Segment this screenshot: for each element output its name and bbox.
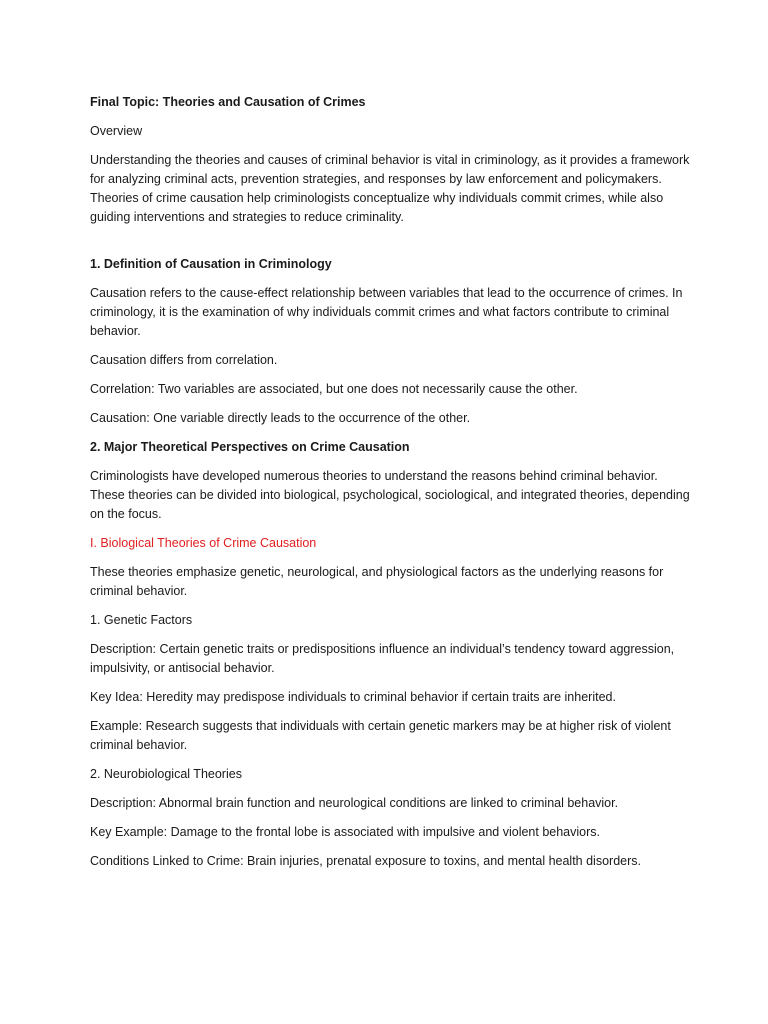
genetic-factors-example: Example: Research suggests that individuals with certain genetic markers may be at higher risk of violent criminal behavior. (90, 719, 671, 752)
biological-theories-intro: These theories emphasize genetic, neurological, and physiological factors as the underlying reasons for criminal behavior. (90, 565, 664, 598)
document-title: Final Topic: Theories and Causation of Crimes (90, 95, 366, 109)
neurobiological-key-example: Key Example: Damage to the frontal lobe is associated with impulsive and violent behaviors. (90, 825, 600, 839)
genetic-factors-heading: 1. Genetic Factors (90, 613, 193, 627)
overview-heading: Overview (90, 124, 143, 138)
biological-theories-subheading: I. Biological Theories of Crime Causation (90, 536, 317, 550)
neurobiological-conditions: Conditions Linked to Crime: Brain injuries, prenatal exposure to toxins, and mental health disorders. (90, 854, 641, 868)
section2-heading: 2. Major Theoretical Perspectives on Crime Causation (90, 440, 410, 454)
section1-paragraph-differs: Causation differs from correlation. (90, 353, 278, 367)
neurobiological-description: Description: Abnormal brain function and neurological conditions are linked to criminal behavior. (90, 796, 619, 810)
section1-heading: 1. Definition of Causation in Criminology (90, 257, 332, 271)
section2-paragraph-intro: Criminologists have developed numerous theories to understand the reasons behind criminal behavior. These theories can be divided into biological, psychological, sociological, and integrated theories, depending on the focus. (90, 469, 690, 521)
genetic-factors-description: Description: Certain genetic traits or predispositions influence an individual’s tendency toward aggression, impulsivity, or antisocial behavior. (90, 642, 675, 675)
section1-paragraph-causation: Causation refers to the cause-effect relationship between variables that lead to the occurrence of crimes. In criminology, it is the examination of why individuals commit crimes and what factors contribute to criminal behavior. (90, 286, 683, 338)
section1-paragraph-correlation: Correlation: Two variables are associated, but one does not necessarily cause the other. (90, 382, 578, 396)
neurobiological-heading: 2. Neurobiological Theories (90, 767, 242, 781)
section1-paragraph-causation-def: Causation: One variable directly leads to the occurrence of the other. (90, 411, 471, 425)
document-body (90, 93, 690, 881)
genetic-factors-key-idea: Key Idea: Heredity may predispose individuals to criminal behavior if certain traits are inherited. (90, 690, 616, 704)
overview-paragraph: Understanding the theories and causes of criminal behavior is vital in criminology, as it provides a framework for analyzing criminal acts, prevention strategies, and responses by law enforcement and policymakers. Theories of crime causation help criminologists conceptualize why individuals commit crimes, while also guiding interventions and strategies to reduce criminality. (90, 153, 690, 224)
